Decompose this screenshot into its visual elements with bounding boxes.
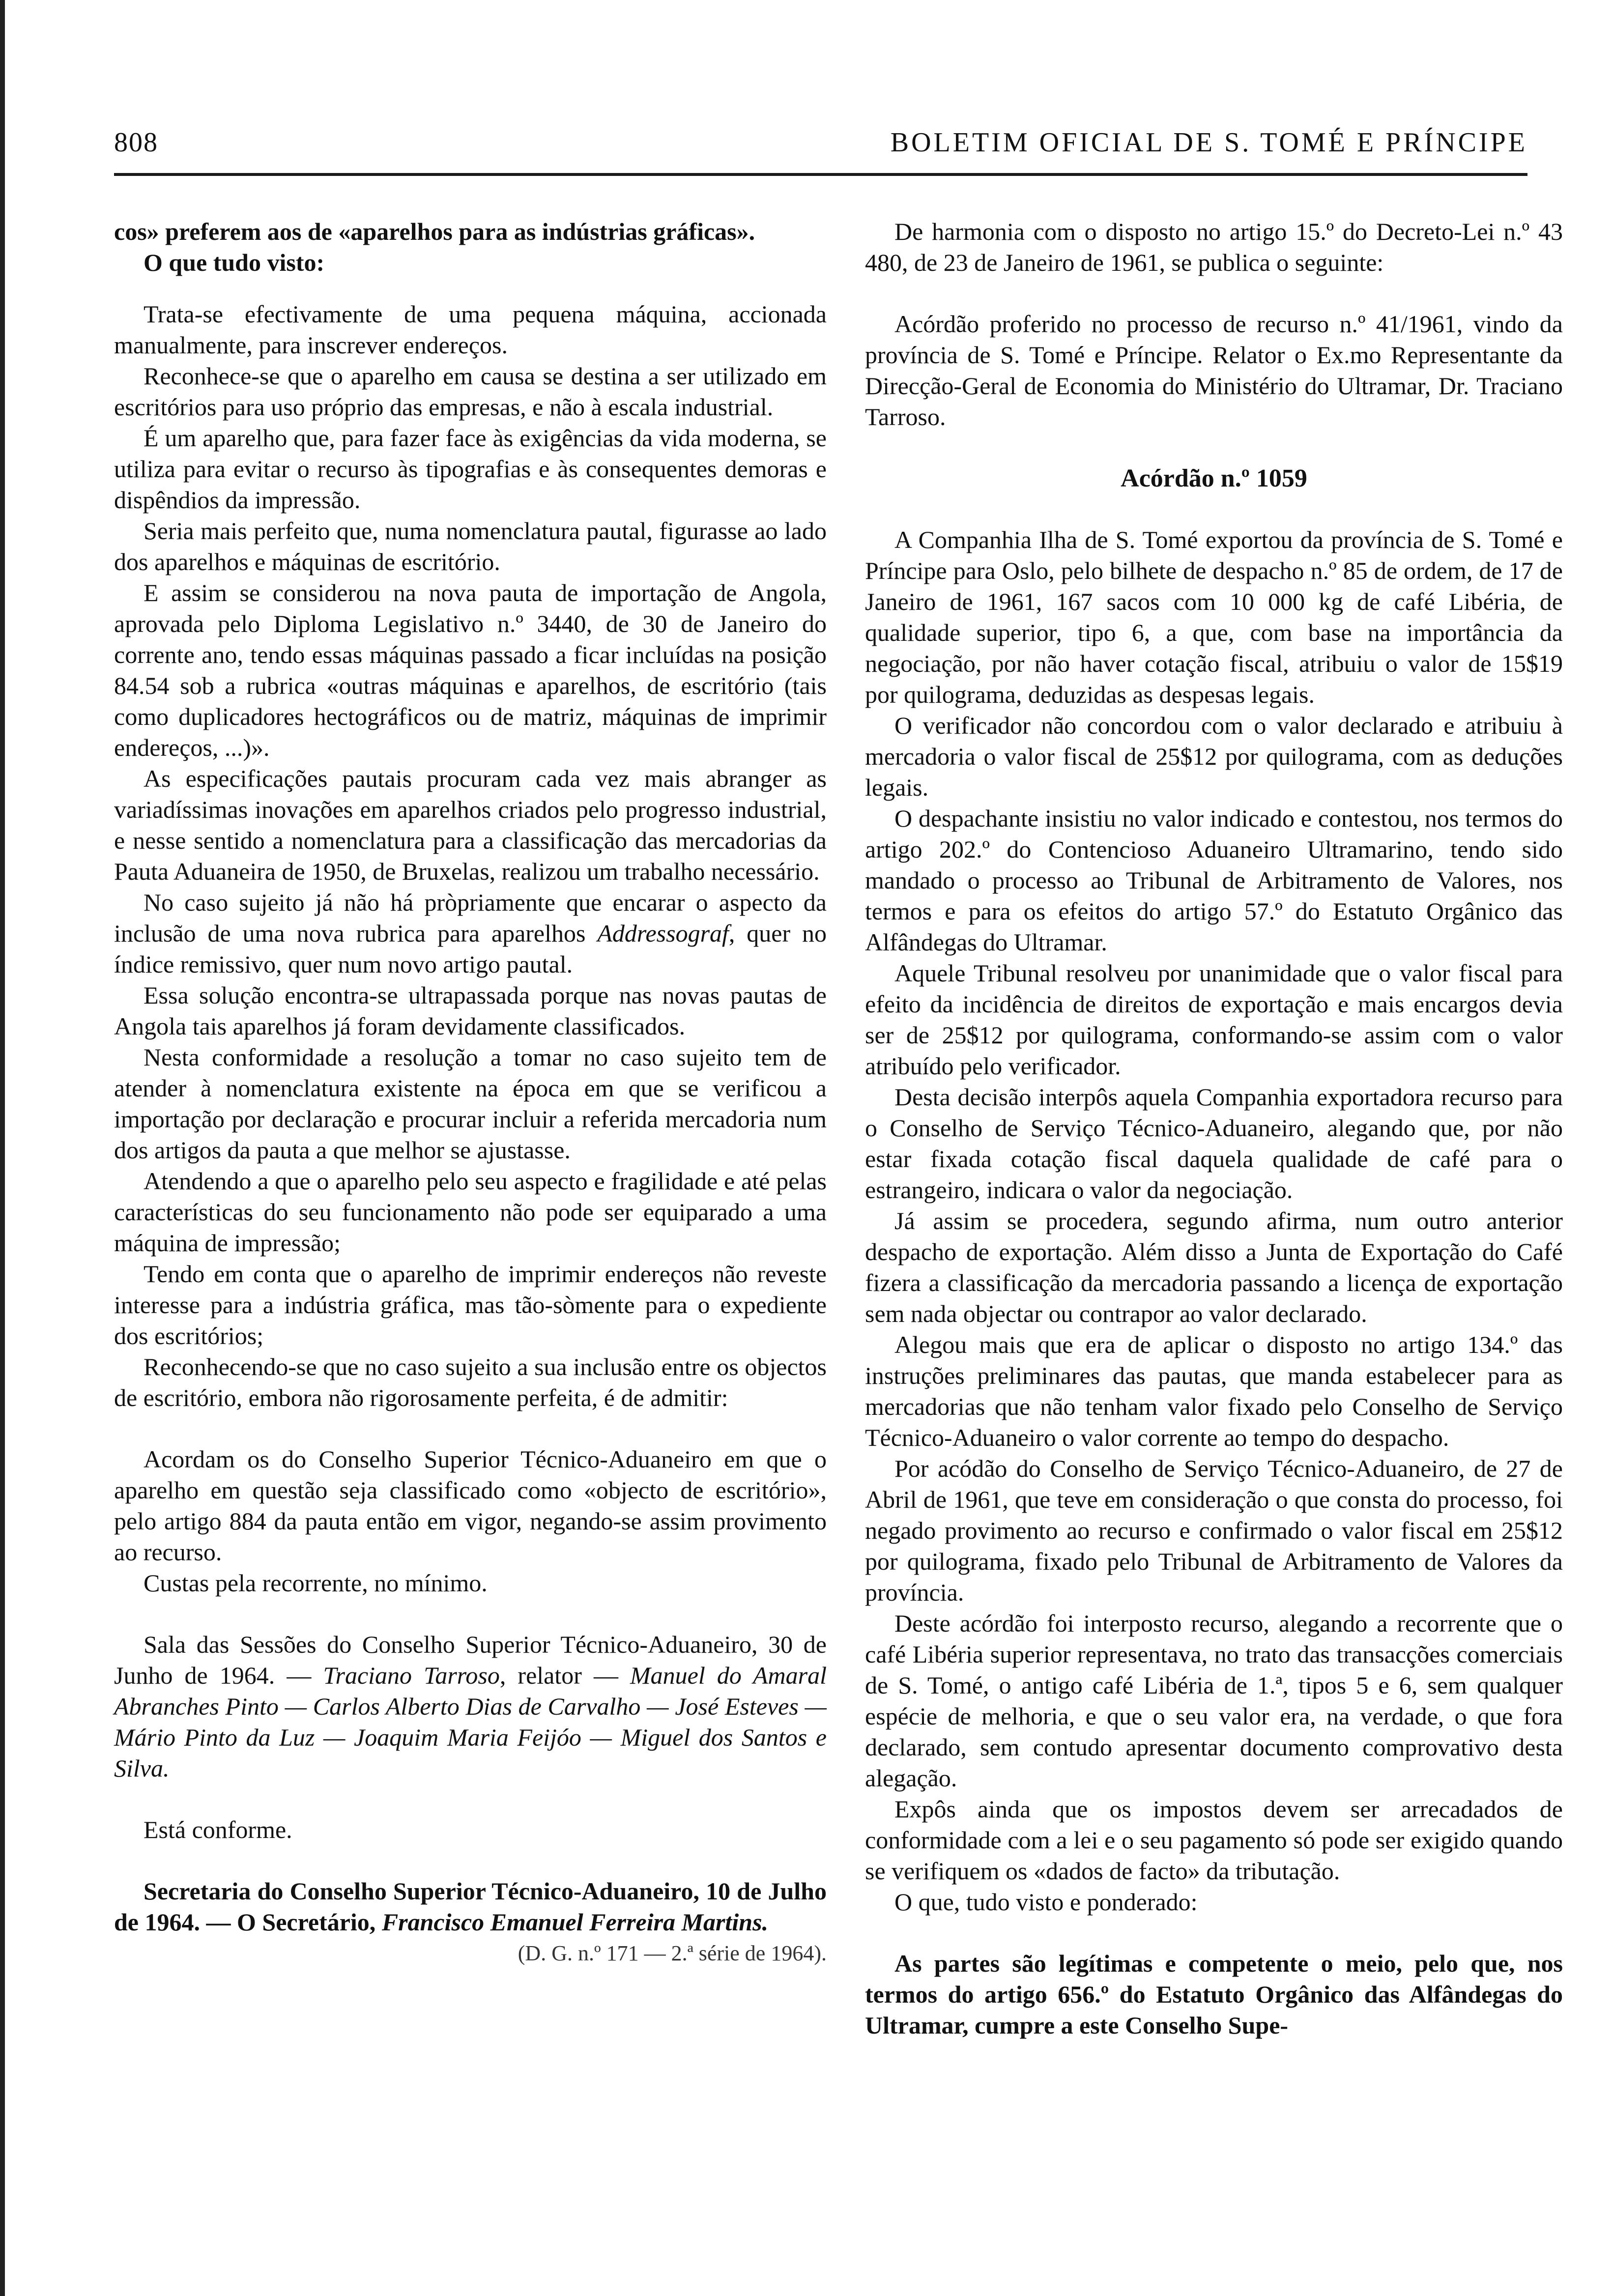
paragraph: E assim se considerou na nova pauta de importação de Angola, aprovada pelo Diploma Legislativo n.º 3440, de 30 de Janeiro do corrente ano, tendo essas máquinas passado a ficar incluídas na posição 84.54 sob a rubrica «outras máquinas e aparelhos, de escritório (tais como duplicadores hectográficos ou de matriz, máquinas de imprimir endereços, ...)».	[114, 579, 827, 761]
paragraph: Desta decisão interpôs aquela Companhia exportadora recurso para o Conselho de Serviço Técnico-Aduaneiro, alegando que, por não estar fixada cotação fiscal daquela qualidade de café para o estrangeiro, indicara o valor da negociação.	[865, 1083, 1563, 1204]
paragraph: De harmonia com o disposto no artigo 15.º do Decreto-Lei n.º 43 480, de 23 de Janeiro de 1961, se publica o seguinte:	[865, 218, 1563, 276]
paragraph: Trata-se efectivamente de uma pequena máquina, accionada manualmente, para inscrever endereços.	[114, 300, 827, 359]
scan-edge	[0, 0, 5, 2296]
paragraph: Atendendo a que o aparelho pelo seu aspecto e fragilidade e até pelas características do seu funcionamento não pode ser equiparado a uma máquina de impressão;	[114, 1167, 827, 1257]
publication-reference: (D. G. n.º 171 — 2.ª série de 1964).	[518, 1941, 827, 1965]
paragraph	[114, 887, 827, 980]
emphasis: Addressograf	[597, 919, 729, 947]
signature: Francisco Emanuel Ferreira Martins.	[381, 1908, 769, 1936]
signature: Manuel do Amaral Abranches Pinto — Carlos Alberto Dias de Carvalho — José Esteves — Mário Pinto da Luz — Joaquim Maria Feijóo — Miguel dos Santos e Silva.	[114, 1662, 827, 1782]
paragraph: Custas pela recorrente, no mínimo.	[144, 1569, 488, 1597]
paragraph: Deste acórdão foi interposto recurso, alegando a recorrente que o café Libéria superior representava, no trato das transacções comerciais de S. Tomé, o antigo café Libéria de 1.ª, tipos 5 e 6, sem qualquer espécie de melhoria, e que o seu valor era, na verdade, o que fora declarado, sem contudo apresentar documento comprovativo desta alegação.	[865, 1609, 1563, 1792]
text-run: , relator —	[499, 1662, 631, 1689]
paragraph: Nesta conformidade a resolução a tomar no caso sujeito tem de atender à nomenclatura existente na época em que se verificou a importação por declaração e procurar incluir a referida mercadoria num dos artigos da pauta a que melhor se ajustasse.	[114, 1043, 827, 1164]
signature-paragraph	[114, 1629, 827, 1784]
text-run: Secretaria do Conselho Superior Técnico-Aduaneiro, 10 de Julho de 1964. — O Secretário,	[114, 1877, 827, 1936]
running-title: BOLETIM OFICIAL DE S. TOMÉ E PRÍNCIPE	[890, 127, 1527, 158]
paragraph: Expôs ainda que os impostos devem ser arrecadados de conformidade com a lei e o seu pagamento só pode ser exigido quando se verifiquem os «dados de facto» da tributação.	[865, 1795, 1563, 1885]
paragraph: Alegou mais que era de aplicar o disposto no artigo 134.º das instruções preliminares das pautas, que manda estabelecer para as mercadorias que não tenham valor fixado pelo Conselho de Serviço Técnico-Aduaneiro o valor corrente ao tempo do despacho.	[865, 1331, 1563, 1451]
paragraph: A Companhia Ilha de S. Tomé exportou da província de S. Tomé e Príncipe para Oslo, pelo bilhete de despacho n.º 85 de ordem, de 17 de Janeiro de 1961, 167 sacos com 10 000 kg de café Libéria, de qualidade superior, tipo 6, a que, com base na importância da negociação, por não haver cotação fiscal, atribuiu o valor de 15$19 por quilograma, deduzidas as despesas legais.	[865, 526, 1563, 708]
paragraph: O que tudo visto:	[144, 249, 325, 276]
right-column	[865, 216, 1563, 2041]
left-column	[114, 216, 827, 1969]
text-run: , quer no índice remissivo, quer num novo artigo pautal.	[114, 919, 827, 978]
paragraph: O despachante insistiu no valor indicado e contestou, nos termos do artigo 202.º do Contencioso Aduaneiro Ultramarino, tendo sido mandado o processo ao Tribunal de Arbitramento de Valores, nos termos e para os efeitos do artigo 57.º do Estatuto Orgânico das Alfândegas do Ultramar.	[865, 804, 1563, 956]
header-rule	[114, 173, 1527, 176]
paragraph: Reconhece-se que o aparelho em causa se destina a ser utilizado em escritórios para uso próprio das empresas, e não à escala industrial.	[114, 362, 827, 421]
section-title: Acórdão n.º 1059	[1121, 464, 1307, 492]
paragraph: Tendo em conta que o aparelho de imprimir endereços não reveste interesse para a indústria gráfica, mas tão-sòmente para o expediente dos escritórios;	[114, 1260, 827, 1349]
paragraph: O verificador não concordou com o valor declarado e atribuiu à mercadoria o valor fiscal de 25$12 por quilograma, com as deduções legais.	[865, 712, 1563, 801]
signature-paragraph	[114, 1876, 827, 1938]
paragraph: As especificações pautais procuram cada vez mais abranger as variadíssimas inovações em aparelhos criados pelo progresso industrial, e nesse sentido a nomenclatura para a classificação das mercadorias da Pauta Aduaneira de 1950, de Bruxelas, realizou um trabalho necessário.	[114, 765, 827, 885]
paragraph: Está conforme.	[144, 1816, 292, 1843]
paragraph: Seria mais perfeito que, numa nomenclatura pautal, figurasse ao lado dos aparelhos e máquinas de escritório.	[114, 517, 827, 575]
paragraph: O que, tudo visto e ponderado:	[894, 1888, 1198, 1916]
paragraph: As partes são legítimas e competente o meio, pelo que, nos termos do artigo 656.º do Estatuto Orgânico das Alfândegas do Ultramar, cumpre a este Conselho Supe-	[865, 1950, 1563, 2039]
paragraph: Por acódão do Conselho de Serviço Técnico-Aduaneiro, de 27 de Abril de 1961, que teve em consideração o que consta do processo, foi negado provimento ao recurso e confirmado o valor fiscal em 25$12 por quilograma, fixado pelo Tribunal de Arbitramento de Valores da província.	[865, 1455, 1563, 1606]
paragraph: Aquele Tribunal resolveu por unanimidade que o valor fiscal para efeito da incidência de direitos de exportação e mais encargos devia ser de 25$12 por quilograma, conformando-se assim com o valor atribuído pelo verificador.	[865, 959, 1563, 1080]
signature: Traciano Tarroso	[323, 1662, 500, 1689]
paragraph: Já assim se procedera, segundo afirma, num outro anterior despacho de exportação. Além disso a Junta de Exportação do Café fizera a classificação da mercadoria passando a licença de exportação sem nada objectar ou contrapor ao valor declarado.	[865, 1207, 1563, 1327]
paragraph: Acordam os do Conselho Superior Técnico-Aduaneiro em que o aparelho em questão seja classificado como «objecto de escritório», pelo artigo 884 da pauta então em vigor, negando-se assim provimento ao recurso.	[114, 1445, 827, 1566]
text-run: Sala das Sessões do Conselho Superior Técnico-Aduaneiro, 30 de Junho de 1964. —	[114, 1631, 827, 1689]
paragraph: Reconhecendo-se que no caso sujeito a sua inclusão entre os objectos de escritório, embora não rigorosamente perfeita, é de admitir:	[114, 1353, 827, 1411]
page-number: 808	[114, 127, 158, 158]
paragraph: É um aparelho que, para fazer face às exigências da vida moderna, se utiliza para evitar o recurso às tipografias e às consequentes demoras e dispêndios da impressão.	[114, 424, 827, 514]
paragraph: cos» preferem aos de «aparelhos para as indústrias gráficas».	[114, 218, 755, 245]
paragraph: Essa solução encontra-se ultrapassada porque nas novas pautas de Angola tais aparelhos já foram devidamente classificados.	[114, 981, 827, 1040]
text-run: No caso sujeito já não há pròpriamente que encarar o aspecto da inclusão de uma nova rubrica para aparelhos	[114, 889, 827, 947]
page-header	[114, 123, 1527, 162]
paragraph: Acórdão proferido no processo de recurso n.º 41/1961, vindo da província de S. Tomé e Príncipe. Relator o Ex.mo Representante da Direcção-Geral de Economia do Ministério do Ultramar, Dr. Traciano Tarroso.	[865, 310, 1563, 430]
